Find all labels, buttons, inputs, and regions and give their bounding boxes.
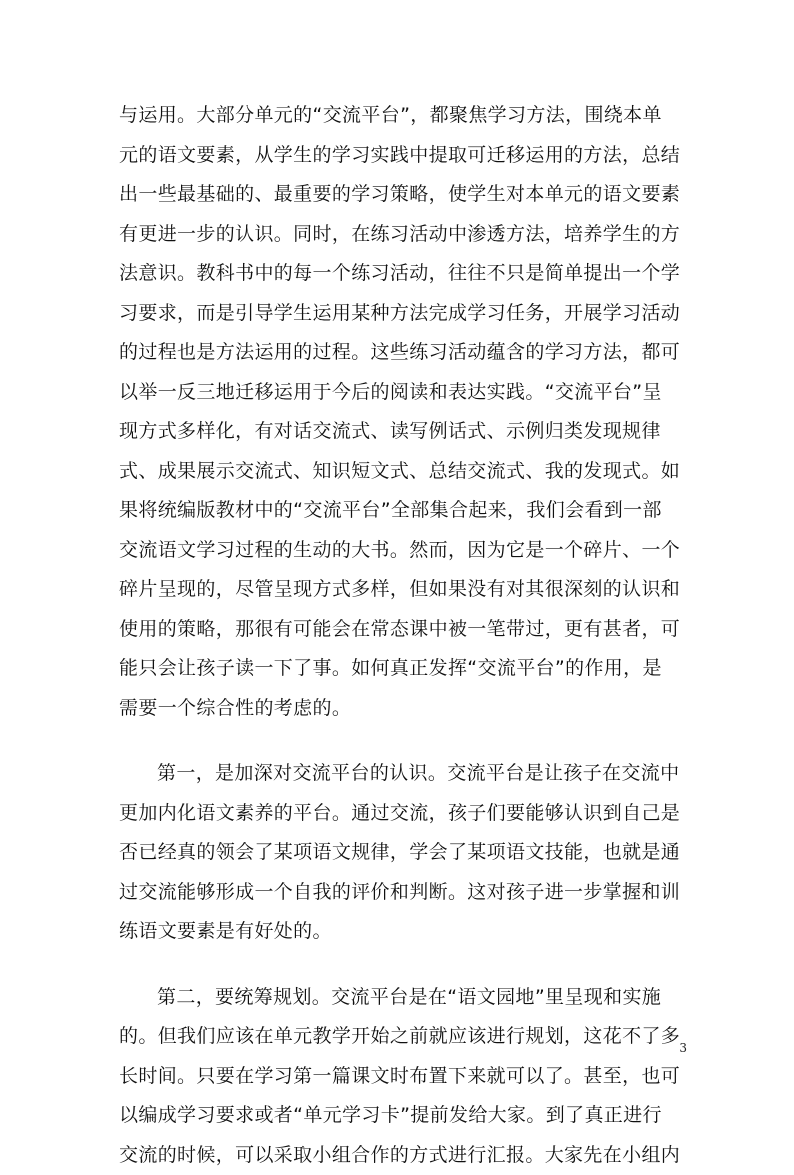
- text-line: 果将统编版教材中的“交流平台”全部集合起来，我们会看到一部: [119, 491, 679, 531]
- paragraph-1: [119, 96, 679, 728]
- text-line: 习要求，而是引导学生运用某种方法完成学习任务，开展学习活动: [119, 294, 679, 334]
- text-line: 能只会让孩子读一下了事。如何真正发挥“交流平台”的作用，是: [119, 649, 679, 689]
- text-line: 练语文要素是有好处的。: [119, 912, 679, 952]
- text-line: 元的语文要素，从学生的学习实践中提取可迁移运用的方法，总结: [119, 136, 679, 176]
- text-line: 碎片呈现的，尽管呈现方式多样，但如果没有对其很深刻的认识和: [119, 570, 679, 610]
- text-line: 否已经真的领会了某项语文规律，学会了某项语文技能，也就是通: [119, 833, 679, 873]
- text-line: 现方式多样化，有对话交流式、读写例话式、示例归类发现规律: [119, 412, 679, 452]
- paragraph-3: [119, 978, 679, 1175]
- page-number: 3: [667, 1039, 687, 1057]
- text-line: 的过程也是方法运用的过程。这些练习活动蕴含的学习方法，都可: [119, 333, 679, 373]
- text-line: 有更进一步的认识。同时，在练习活动中渗透方法，培养学生的方: [119, 215, 679, 255]
- text-line: 使用的策略，那很有可能会在常态课中被一笔带过，更有甚者，可: [119, 610, 679, 650]
- paragraph-2: [119, 754, 679, 952]
- text-line: 第一，是加深对交流平台的认识。交流平台是让孩子在交流中: [119, 754, 679, 794]
- text-line: 与运用。大部分单元的“交流平台”，都聚焦学习方法，围绕本单: [119, 96, 679, 136]
- text-line: 更加内化语文素养的平台。通过交流，孩子们要能够认识到自己是: [119, 794, 679, 834]
- text-line: 式、成果展示交流式、知识短文式、总结交流式、我的发现式。如: [119, 452, 679, 492]
- paragraph-spacer: [119, 952, 679, 978]
- text-line: 第二，要统筹规划。交流平台是在“语文园地”里呈现和实施: [119, 978, 679, 1018]
- text-line: 长时间。只要在学习第一篇课文时布置下来就可以了。甚至，也可: [119, 1057, 679, 1097]
- text-line: 以举一反三地迁移运用于今后的阅读和表达实践。“交流平台”呈: [119, 373, 679, 413]
- text-line: 需要一个综合性的考虑的。: [119, 689, 679, 729]
- text-line: 交流语文学习过程的生动的大书。然而，因为它是一个碎片、一个: [119, 531, 679, 571]
- text-line: 的。但我们应该在单元教学开始之前就应该进行规划，这花不了多: [119, 1017, 679, 1057]
- paragraph-spacer: [119, 728, 679, 754]
- text-line: 出一些最基础的、最重要的学习策略，使学生对本单元的语文要素: [119, 175, 679, 215]
- document-body: [119, 96, 679, 1175]
- text-line: 过交流能够形成一个自我的评价和判断。这对孩子进一步掌握和训: [119, 873, 679, 913]
- text-line: 以编成学习要求或者“单元学习卡”提前发给大家。到了真正进行: [119, 1096, 679, 1136]
- text-line: 法意识。教科书中的每一个练习活动，往往不只是简单提出一个学: [119, 254, 679, 294]
- text-line: 交流的时候，可以采取小组合作的方式进行汇报。大家先在小组内: [119, 1136, 679, 1175]
